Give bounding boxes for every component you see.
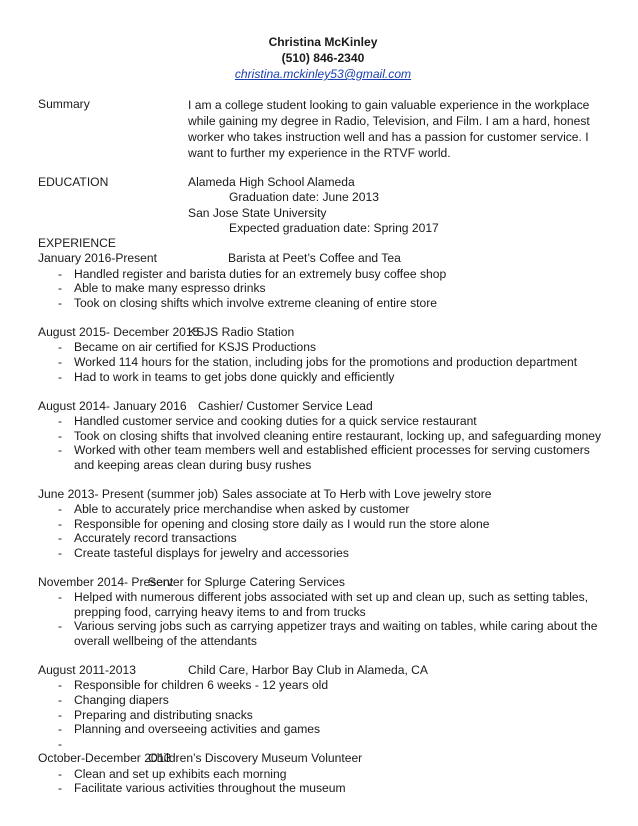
job-entry [38,251,608,310]
job-bullet [38,590,608,619]
job-bullet [38,619,608,648]
job-bullet-text: Changing diapers [74,693,169,708]
job-entry [38,487,608,561]
bullet-dash: - [57,413,62,428]
job-bullet [38,693,608,708]
job-bullet [38,267,608,282]
job-bullet [38,737,608,752]
job-dates: June 2013- Present (summer job) [38,486,219,501]
job-bullet-text [74,737,608,752]
education-school-1: Alameda High School Alameda [188,175,355,189]
job-bullet-text: Handled customer service and cooking duties for a quick service restaurant [74,413,477,428]
education-section [38,175,608,236]
education-school-2: San Jose State University [188,205,327,220]
job-bullet [38,722,608,737]
bullet-dash: - [57,736,62,751]
job-bullet [38,531,608,546]
job-bullets [38,767,608,796]
bullet-dash: - [57,781,62,796]
job-bullet [38,502,608,517]
job-bullet-text: Had to work in teams to get jobs done quickly and efficiently [74,369,395,384]
experience-label: EXPERIENCE [38,236,116,251]
bullet-dash: - [57,531,62,546]
job-dates: August 2014- January 2016 [38,398,187,413]
job-dates: October-December 2013 [38,751,172,766]
candidate-email-link[interactable]: christina.mckinley53@gmail.com [234,67,412,81]
bullet-dash: - [57,545,62,560]
bullet-dash: - [57,766,62,781]
resume-page [38,34,608,796]
job-heading [38,751,608,766]
job-bullet-text: Took on closing shifts that involved cleaning entire restaurant, locking up, and safeguarding money [74,428,602,443]
job-bullet-text: Preparing and distributing snacks [74,707,253,722]
job-bullet [38,781,608,796]
resume-header [38,34,608,82]
job-title: Cashier/ Customer Service Lead [198,398,373,413]
bullet-dash: - [57,354,62,369]
job-bullet [38,296,608,311]
job-bullets [38,590,608,648]
job-entry [38,575,608,649]
job-bullet [38,517,608,532]
job-dates: August 2011-2013 [38,663,136,678]
job-entry [38,663,608,751]
job-title: Child Care, Harbor Bay Club in Alameda, CA [188,663,428,678]
summary-section [38,97,608,161]
job-bullet [38,546,608,561]
job-bullet [38,281,608,296]
job-heading [38,251,608,266]
job-bullet-text: Responsible for children 6 weeks - 12 years old [74,678,329,693]
candidate-phone: (510) 846-2340 [281,51,365,65]
job-bullet-text: Clean and set up exhibits each morning [74,766,287,781]
job-bullets [38,414,608,472]
job-bullet-text: Facilitate various activities throughout the museum [74,781,346,796]
job-bullet [38,429,608,444]
job-dates: January 2016-Present [38,251,157,266]
bullet-dash: - [57,619,62,634]
job-bullet-text: Worked with other team members well and established efficient processes for serving customers and keeping areas clean during busy rushes [74,443,590,472]
job-bullet-text: Handled register and barista duties for an extremely busy coffee shop [74,266,447,281]
bullet-dash: - [57,502,62,517]
job-bullet-text: Able to make many espresso drinks [74,281,266,296]
job-heading [38,399,608,414]
experience-list [38,251,608,795]
job-bullet [38,443,608,472]
job-bullet-text: Accurately record transactions [74,531,237,546]
job-entry [38,399,608,473]
job-heading [38,575,608,590]
bullet-dash: - [57,443,62,458]
job-title: Children’s Discovery Museum Volunteer [148,751,363,766]
job-bullet-text: Various serving jobs such as carrying appetizer trays and waiting on tables, while caring about the overall wellbeing of the attendants [74,619,598,649]
job-bullet-text: Responsible for opening and closing store daily as I would run the store alone [74,516,490,531]
job-bullet-text: Helped with numerous different jobs associated with set up and clean up, such as setting tables, prepping food, carrying heavy items to and from trucks [74,590,589,619]
job-bullet-text: Took on closing shifts which involve extreme cleaning of entire store [74,295,437,310]
education-school-2-date: Expected graduation date: Spring 2017 [229,220,439,235]
job-bullet [38,767,608,782]
job-title: Sales associate at To Herb with Love jewelry store [222,486,492,501]
job-entry [38,325,608,384]
job-title: Server for Splurge Catering Services [148,574,345,589]
summary-text: I am a college student looking to gain valuable experience in the workplace while gaining my degree in Radio, Television, and Film. I am a hard, honest worker who takes instruction well and has a passion for customer service. I want to further my experience in the RTVF world. [188,97,590,160]
job-entry [38,751,608,795]
job-dates: August 2015- December 2015 [38,325,200,340]
job-title: KSJS Radio Station [188,325,295,340]
job-bullet [38,370,608,385]
job-bullet-text: Became on air certified for KSJS Productions [74,340,316,355]
job-bullet [38,678,608,693]
job-title: Barista at Peet’s Coffee and Tea [228,251,401,266]
job-dates: November 2014- Present [38,574,174,589]
bullet-dash: - [57,678,62,693]
bullet-dash: - [57,340,62,355]
candidate-name: Christina McKinley [268,35,378,49]
bullet-dash: - [57,295,62,310]
bullet-dash: - [57,428,62,443]
job-bullets [38,267,608,311]
bullet-dash: - [57,266,62,281]
job-heading [38,325,608,340]
education-school-1-date: Graduation date: June 2013 [229,190,379,205]
bullet-dash: - [57,707,62,722]
job-bullets [38,340,608,384]
job-bullet [38,340,608,355]
bullet-dash: - [57,590,62,605]
job-bullet-text: Create tasteful displays for jewelry and accessories [74,545,349,560]
job-bullets [38,502,608,560]
bullet-dash: - [57,693,62,708]
job-bullets [38,678,608,751]
job-bullet-text: Planning and overseeing activities and games [74,722,321,737]
education-label: EDUCATION [38,175,109,189]
bullet-dash: - [57,722,62,737]
job-bullet [38,414,608,429]
bullet-dash: - [57,516,62,531]
job-bullet [38,355,608,370]
job-bullet-text: Worked 114 hours for the station, including jobs for the promotions and production department [74,354,578,369]
job-bullet-text: Able to accurately price merchandise when asked by customer [74,502,410,517]
bullet-dash: - [57,369,62,384]
job-heading [38,487,608,502]
job-bullet [38,708,608,723]
summary-label: Summary [38,96,90,111]
job-heading [38,663,608,678]
bullet-dash: - [57,281,62,296]
